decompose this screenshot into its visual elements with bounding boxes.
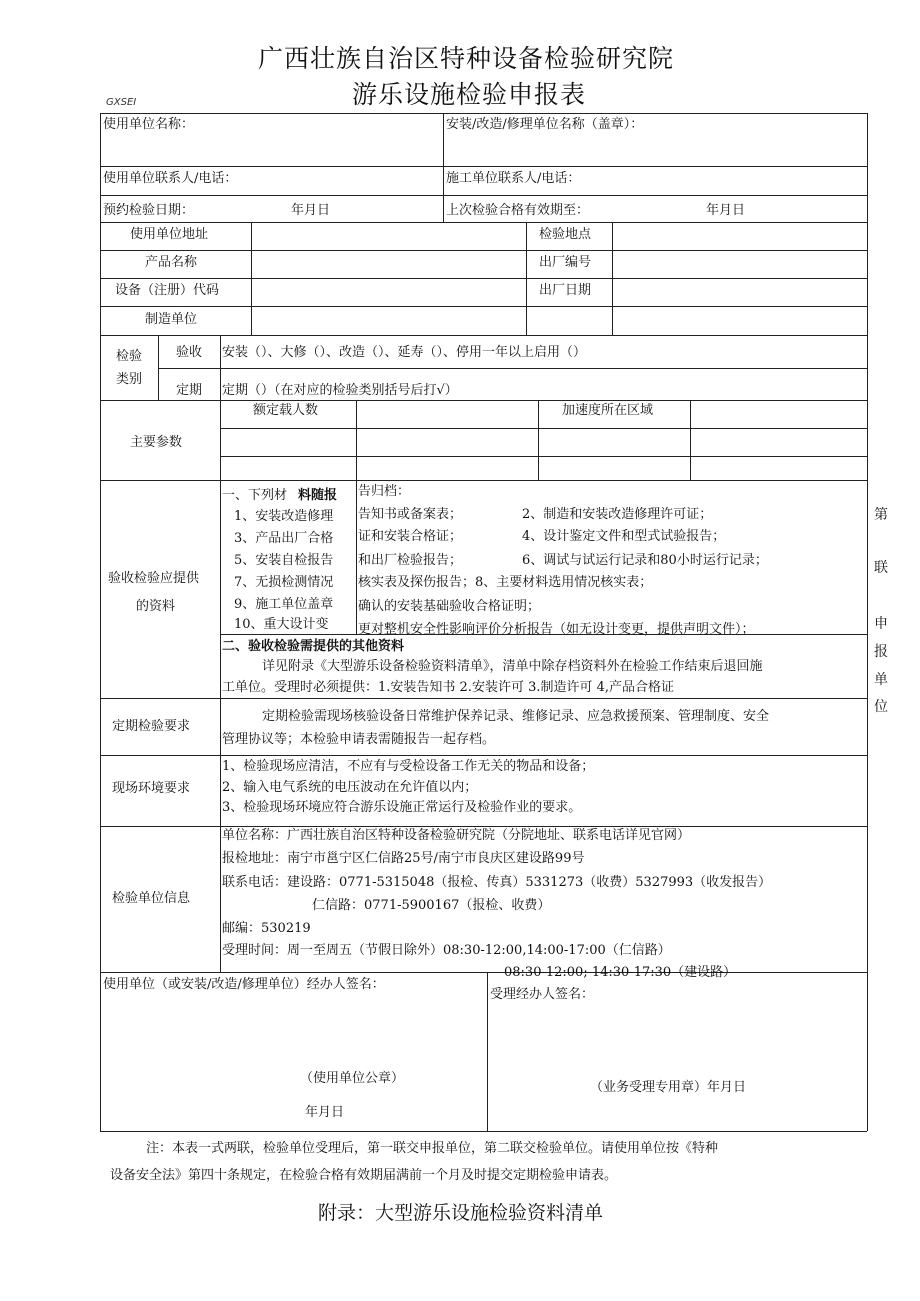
receiver-signature-label[interactable]: 受理经办人签名： [490,987,595,1002]
inspector-line: 受理时间：周一至周五（节假日除外）08:30-12:00,14:00-17:00（仁信路） [222,943,671,958]
install-unit-name-label: 安装/改造/修理单位名称（盖章）： [446,117,644,132]
material-item: 4、设计鉴定文件和型式试验报告； [522,529,726,544]
booking-date-value: 年月日 [291,203,331,218]
inspector-line: 报检地址：南宁市邕宁区仁信路25号/南宁市良庆区建设路99号 [222,851,585,866]
device-code-label: 设备（注册）代码 [115,283,220,298]
materials-left-column [222,508,355,632]
periodic-req-label: 定期检验要求 [112,719,191,734]
inspector-line: 联系电话：建设路：0771-5315048（报检、传真）5331273（收费）5327993（收发报告） [222,875,772,890]
material-line: 确认的安装基础验收合格证明； [358,599,541,614]
material-item: 5、安装自检报告 [234,553,334,568]
site-env-item: 2、输入电气系统的电压波动在允许值以内； [222,780,478,795]
material-line: 告知书或备案表； [358,507,463,522]
side-note-char: 单 [874,672,888,688]
acceptance-label: 验收 [176,345,203,360]
material-item: 3、产品出厂合格 [234,531,334,546]
materials-title-a: 一、下列材 [222,488,288,503]
side-note-char: 位 [874,699,888,715]
user-address-label: 使用单位地址 [130,227,209,242]
material-item: 1、安装改造修理 [234,509,334,524]
side-note-char: 联 [874,560,888,576]
material-line: 核实表及探伤报告；8、主要材料选用情况核实表； [358,575,653,590]
materials-label-line1: 验收检验应提供 [108,571,200,586]
rated-passengers-label: 额定载人数 [253,403,319,418]
material-line: 证和安装合格证； [358,529,463,544]
inspector-line: 08:30-12:00; 14:30-17:30（建设路） [504,965,737,980]
inspection-site-label: 检验地点 [539,227,592,242]
materials-title-c: 告归档： [358,484,411,499]
user-contact-label: 使用单位联系人/电话： [103,171,238,186]
side-note-char: 申 [874,616,888,632]
booking-date-label: 预约检验日期： [103,203,195,218]
form-title: 游乐设施检验申报表 [352,80,587,109]
materials-section2-line2: 工单位。受理时必须提供：1.安装告知书 2.安装许可 3.制造许可 4,产品合格证 [222,680,675,695]
acceptance-options: 安装（）、大修（）、改造（）、延寿（）、停用一年以上启用（） [222,345,587,360]
site-env-item: 3、检验现场环境应符合游乐设施正常运行及检验作业的要求。 [222,800,582,815]
org-title: 广西壮族自治区特种设备检验研究院 [258,44,675,73]
inspector-line: 邮编：530219 [222,921,311,936]
materials-mid-column [358,506,867,637]
last-valid-value: 年月日 [706,203,746,218]
applicant-signature-label[interactable]: 使用单位（或安装/改造/修理单位）经办人签名： [103,977,385,992]
material-item: 7、无损检测情况 [234,575,334,590]
material-line: 和出厂检验报告； [358,553,463,568]
accel-zone-label: 加速度所在区域 [562,403,654,418]
applicant-seal-label: （使用单位公章） [300,1071,405,1086]
periodic-options: 定期（）（在对应的检验类别括号后打√） [222,383,458,398]
applicant-date-label: 年月日 [305,1105,345,1120]
appendix-title: 附录：大型游乐设施检验资料清单 [318,1202,604,1224]
materials-section2-title: 二、验收检验需提供的其他资料 [222,639,405,654]
periodic-req-line1: 定期检验需现场核验设备日常维护保养记录、维修记录、应急救援预案、管理制度、安全 [262,709,770,724]
user-unit-name-label: 使用单位名称： [103,117,195,132]
materials-title-b: 料随报 [298,488,338,503]
receiver-seal-label: （业务受理专用章）年月日 [590,1080,747,1095]
inspector-info-label: 检验单位信息 [112,891,191,906]
footer-note-line1: 注：本表一式两联，检验单位受理后，第一联交申报单位，第二联交检验单位。请使用单位按《特种 [146,1141,719,1156]
material-item: 10、重大设计变 [234,617,329,632]
side-note-char: 报 [874,644,888,660]
materials-label-line2: 的资料 [136,599,176,614]
last-valid-label: 上次检验合格有效期至： [446,203,590,218]
material-item: 6、调试与试运行记录和80小时运行记录； [522,553,768,568]
factory-no-label: 出厂编号 [539,255,592,270]
gxsei-logo: GXSEI [106,97,137,108]
factory-date-label: 出厂日期 [539,283,592,298]
site-env-label: 现场环境要求 [112,781,191,796]
inspector-line: 单位名称：广西壮族自治区特种设备检验研究院（分院地址、联系电话详见官网） [222,828,691,843]
side-note-char: 第 [874,507,888,523]
material-item: 9、施工单位盖章 [234,597,334,612]
inspector-info-block [222,827,867,980]
footer-note-line2: 设备安全法》第四十条规定，在检验合格有效期届满前一个月及时提交定期检验申请表。 [110,1168,618,1183]
category-label-line1: 检验 [116,349,143,364]
material-line: 更对整机安全性影响评价分析报告（如无设计变更，提供声明文件）； [358,622,755,637]
category-label-line2: 类别 [116,372,143,387]
periodic-label: 定期 [176,383,203,398]
product-name-label: 产品名称 [145,255,198,270]
construction-contact-label: 施工单位联系人/电话： [446,171,581,186]
manufacturer-label: 制造单位 [145,312,198,327]
material-item: 2、制造和安装改造修理许可证； [522,507,713,522]
periodic-req-line2: 管理协议等；本检验申请表需随报告一起存档。 [222,732,496,747]
params-label: 主要参数 [130,435,183,450]
inspector-line: 仁信路：0771-5900167（报检、收费） [312,898,551,913]
materials-section2-line1: 详见附录《大型游乐设备检验资料清单》，清单中除存档资料外在检验工作结束后退回施 [262,659,763,674]
site-env-item: 1、检验现场应清洁，不应有与受检设备工作无关的物品和设备； [222,759,595,774]
